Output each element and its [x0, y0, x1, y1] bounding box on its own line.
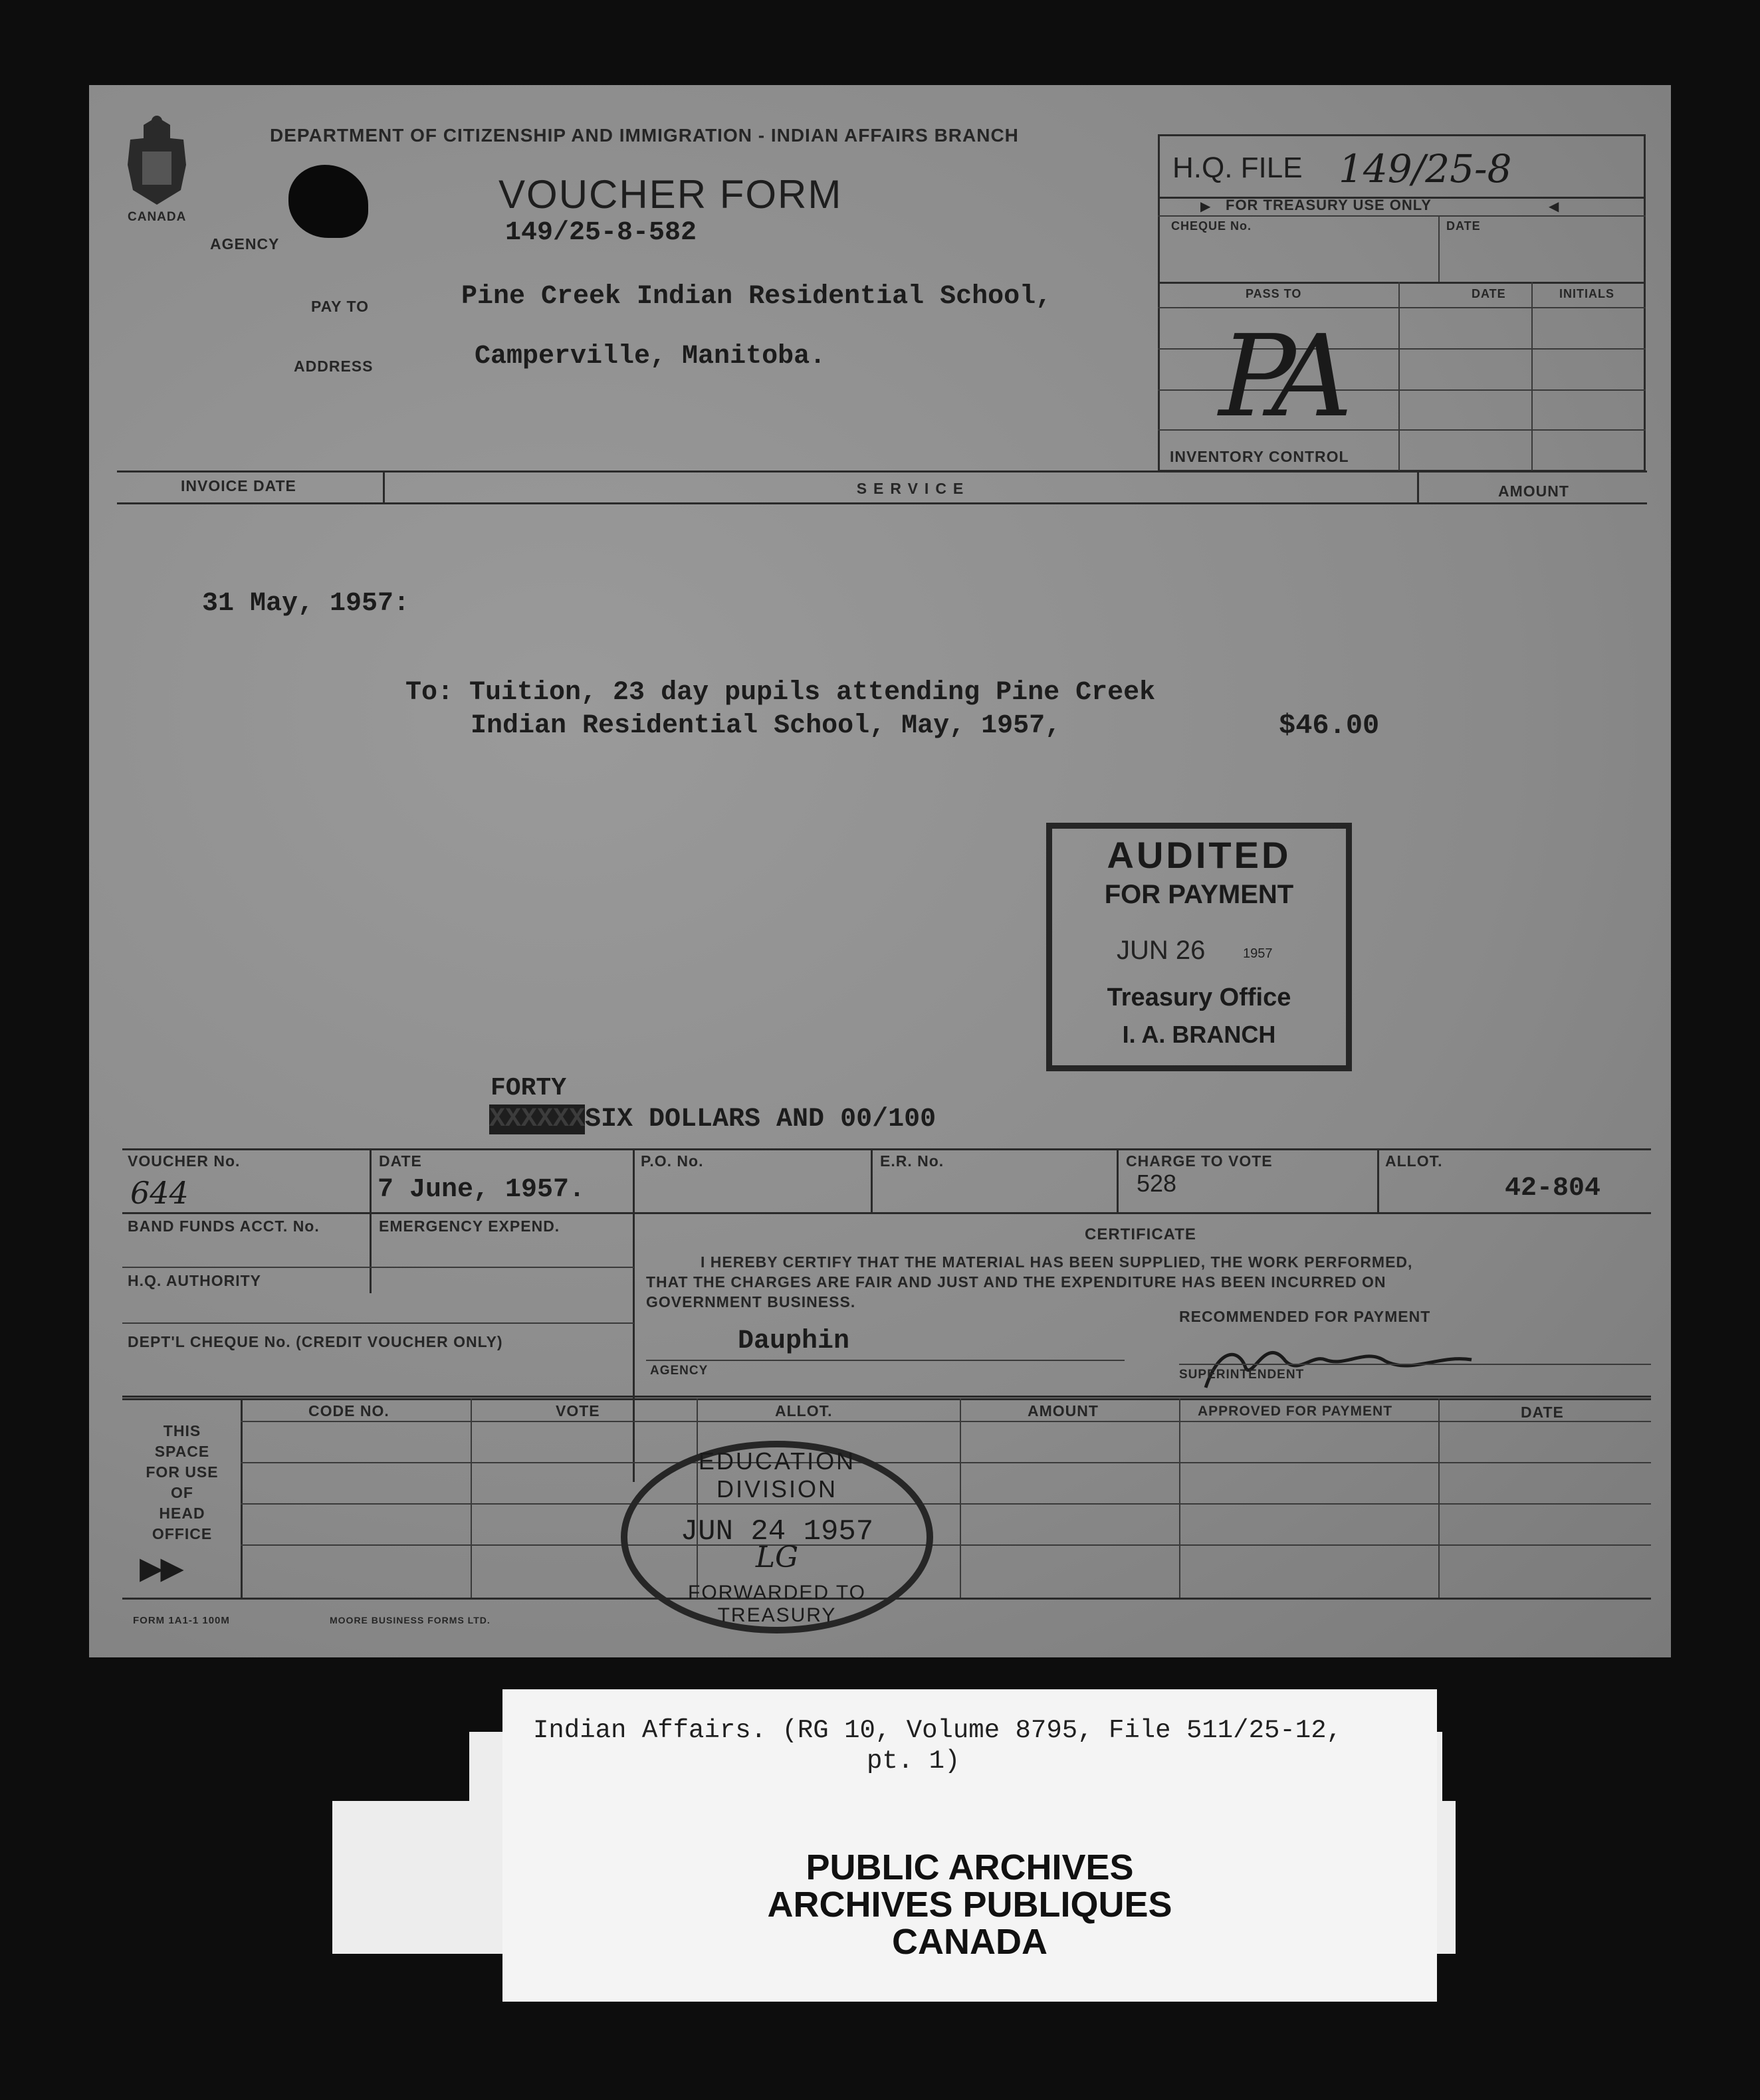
- archive-name-english: PUBLIC ARCHIVES: [806, 1847, 1134, 1887]
- coat-of-arms-icon: [117, 112, 197, 211]
- voucher-reference: 149/25-8-582: [505, 218, 697, 248]
- voucher-sheet: [89, 85, 1671, 1657]
- archive-label-card: [502, 1689, 1437, 2002]
- service-line-2: Indian Residential School, May, 1957,: [471, 711, 1061, 741]
- education-stamp-initials: LG: [755, 1540, 799, 1574]
- recommended-label: RECOMMENDED FOR PAYMENT: [1179, 1308, 1431, 1325]
- department-title: DEPARTMENT OF CITIZENSHIP AND IMMIGRATION - INDIAN AFFAIRS BRANCH: [270, 125, 1019, 146]
- address-value: Camperville, Manitoba.: [475, 342, 826, 371]
- archive-country: CANADA: [892, 1922, 1047, 1962]
- label-notch: [1442, 1732, 1456, 1801]
- hq-file-label: H.Q. FILE: [1172, 152, 1303, 184]
- country-label: CANADA: [128, 210, 187, 224]
- certificate-line-3: GOVERNMENT BUSINESS.: [646, 1293, 856, 1311]
- archive-citation-line-1: Indian Affairs. (RG 10, Volume 8795, File 511/25-12,: [533, 1716, 1342, 1745]
- punch-hole: [288, 165, 368, 238]
- education-stamp-top: EDUCATION DIVISION: [698, 1447, 856, 1503]
- audited-stamp-date: JUN 26: [1117, 936, 1206, 965]
- head-office-side-label: [124, 1421, 241, 1544]
- amount-column-header: AMOUNT: [1028, 1402, 1099, 1419]
- emergency-expend-label: EMERGENCY EXPEND.: [379, 1217, 560, 1235]
- education-stamp-date: JUN 24 1957: [680, 1515, 874, 1548]
- certificate-line-1: I HEREBY CERTIFY THAT THE MATERIAL HAS BEEN SUPPLIED, THE WORK PERFORMED,: [701, 1253, 1413, 1271]
- amount-correction: FORTY: [491, 1074, 567, 1102]
- amount-struck-out: XXXXXX: [489, 1104, 586, 1134]
- service-header: SERVICE: [856, 480, 970, 497]
- certificate-line-2: THAT THE CHARGES ARE FAIR AND JUST AND THE EXPENDITURE HAS BEEN INCURRED ON: [646, 1273, 1386, 1291]
- label-notch: [332, 1732, 469, 1801]
- hq-file-value: 149/25-8: [1339, 146, 1512, 191]
- pass-to-label: PASS TO: [1246, 287, 1302, 300]
- pay-to-value: Pine Creek Indian Residential School,: [461, 282, 1052, 312]
- invoice-date-value: 31 May, 1957:: [202, 589, 410, 619]
- superintendent-signature: [1199, 1321, 1478, 1394]
- date-column-header: DATE: [1521, 1404, 1564, 1421]
- archive-name-french: ARCHIVES PUBLIQUES: [767, 1885, 1172, 1925]
- side-label-line: HEAD: [159, 1505, 205, 1522]
- education-stamp-bottom: FORWARDED TO TREASURY: [688, 1582, 866, 1626]
- pass-to-initials: PA: [1204, 311, 1354, 443]
- address-label: ADDRESS: [294, 358, 374, 375]
- vote-header: VOTE: [556, 1402, 600, 1419]
- form-title: VOUCHER FORM: [498, 172, 843, 217]
- er-no-label: E.R. No.: [880, 1152, 944, 1170]
- certificate-agency-label: AGENCY: [650, 1364, 709, 1378]
- double-arrow-icon: ▶▶: [140, 1550, 181, 1585]
- cheque-date-label: DATE: [1446, 219, 1481, 233]
- band-funds-label: BAND FUNDS ACCT. No.: [128, 1217, 320, 1235]
- amount-in-words: SIX DOLLARS AND 00/100: [585, 1104, 936, 1134]
- side-label-line: THIS: [163, 1422, 201, 1439]
- code-no-header: CODE NO.: [308, 1402, 389, 1419]
- approved-header: APPROVED FOR PAYMENT: [1198, 1404, 1393, 1419]
- allot-header: ALLOT.: [775, 1402, 833, 1419]
- po-no-label: P.O. No.: [641, 1152, 704, 1170]
- hq-authority-label: H.Q. AUTHORITY: [128, 1272, 261, 1289]
- audited-stamp-line-5: I. A. BRANCH: [1122, 1021, 1276, 1048]
- service-amount: $46.00: [1279, 710, 1380, 742]
- voucher-date-label: DATE: [379, 1152, 422, 1170]
- audited-stamp-year: 1957: [1243, 946, 1273, 961]
- charge-to-vote-value: 528: [1137, 1170, 1177, 1197]
- side-label-line: OFFICE: [152, 1525, 213, 1542]
- treasury-use-label: FOR TREASURY USE ONLY: [1226, 197, 1432, 213]
- audited-stamp-line-1: AUDITED: [1107, 834, 1291, 876]
- form-code: FORM 1A1-1 100M: [133, 1615, 230, 1626]
- printer-name: MOORE BUSINESS FORMS LTD.: [330, 1615, 491, 1626]
- arrow-left-icon: ◀: [1549, 199, 1559, 214]
- certificate-title: CERTIFICATE: [1085, 1225, 1196, 1243]
- side-label-line: SPACE: [154, 1443, 210, 1460]
- voucher-no-label: VOUCHER No.: [128, 1152, 241, 1170]
- side-label-line: OF: [171, 1484, 193, 1501]
- superintendent-label: SUPERINTENDENT: [1179, 1368, 1305, 1382]
- pass-date-label: DATE: [1472, 287, 1506, 300]
- pay-to-label: PAY TO: [311, 298, 369, 315]
- archive-citation-line-2: pt. 1): [867, 1746, 960, 1776]
- allot-label: ALLOT.: [1385, 1152, 1443, 1170]
- cheque-no-label: CHEQUE No.: [1171, 219, 1252, 233]
- arrow-right-icon: ▶: [1200, 199, 1211, 214]
- amount-header: AMOUNT: [1498, 482, 1569, 500]
- voucher-date-value: 7 June, 1957.: [378, 1175, 586, 1205]
- audited-stamp-line-2: FOR PAYMENT: [1104, 880, 1294, 909]
- voucher-no-value: 644: [130, 1175, 189, 1211]
- agency-label: AGENCY: [210, 235, 280, 253]
- inventory-control-label: INVENTORY CONTROL: [1170, 448, 1349, 465]
- charge-to-vote-label: CHARGE TO VOTE: [1126, 1152, 1273, 1170]
- side-label-line: FOR USE: [146, 1463, 219, 1481]
- deptl-cheque-label: DEPT'L CHEQUE No. (CREDIT VOUCHER ONLY): [128, 1333, 503, 1350]
- initials-label: INITIALS: [1559, 287, 1614, 300]
- certificate-agency-value: Dauphin: [738, 1326, 850, 1356]
- allot-value: 42-804: [1505, 1174, 1601, 1204]
- service-line-1: To: Tuition, 23 day pupils attending Pine Creek: [405, 678, 1156, 708]
- audited-stamp-line-4: Treasury Office: [1107, 984, 1291, 1011]
- invoice-date-header: INVOICE DATE: [181, 477, 296, 494]
